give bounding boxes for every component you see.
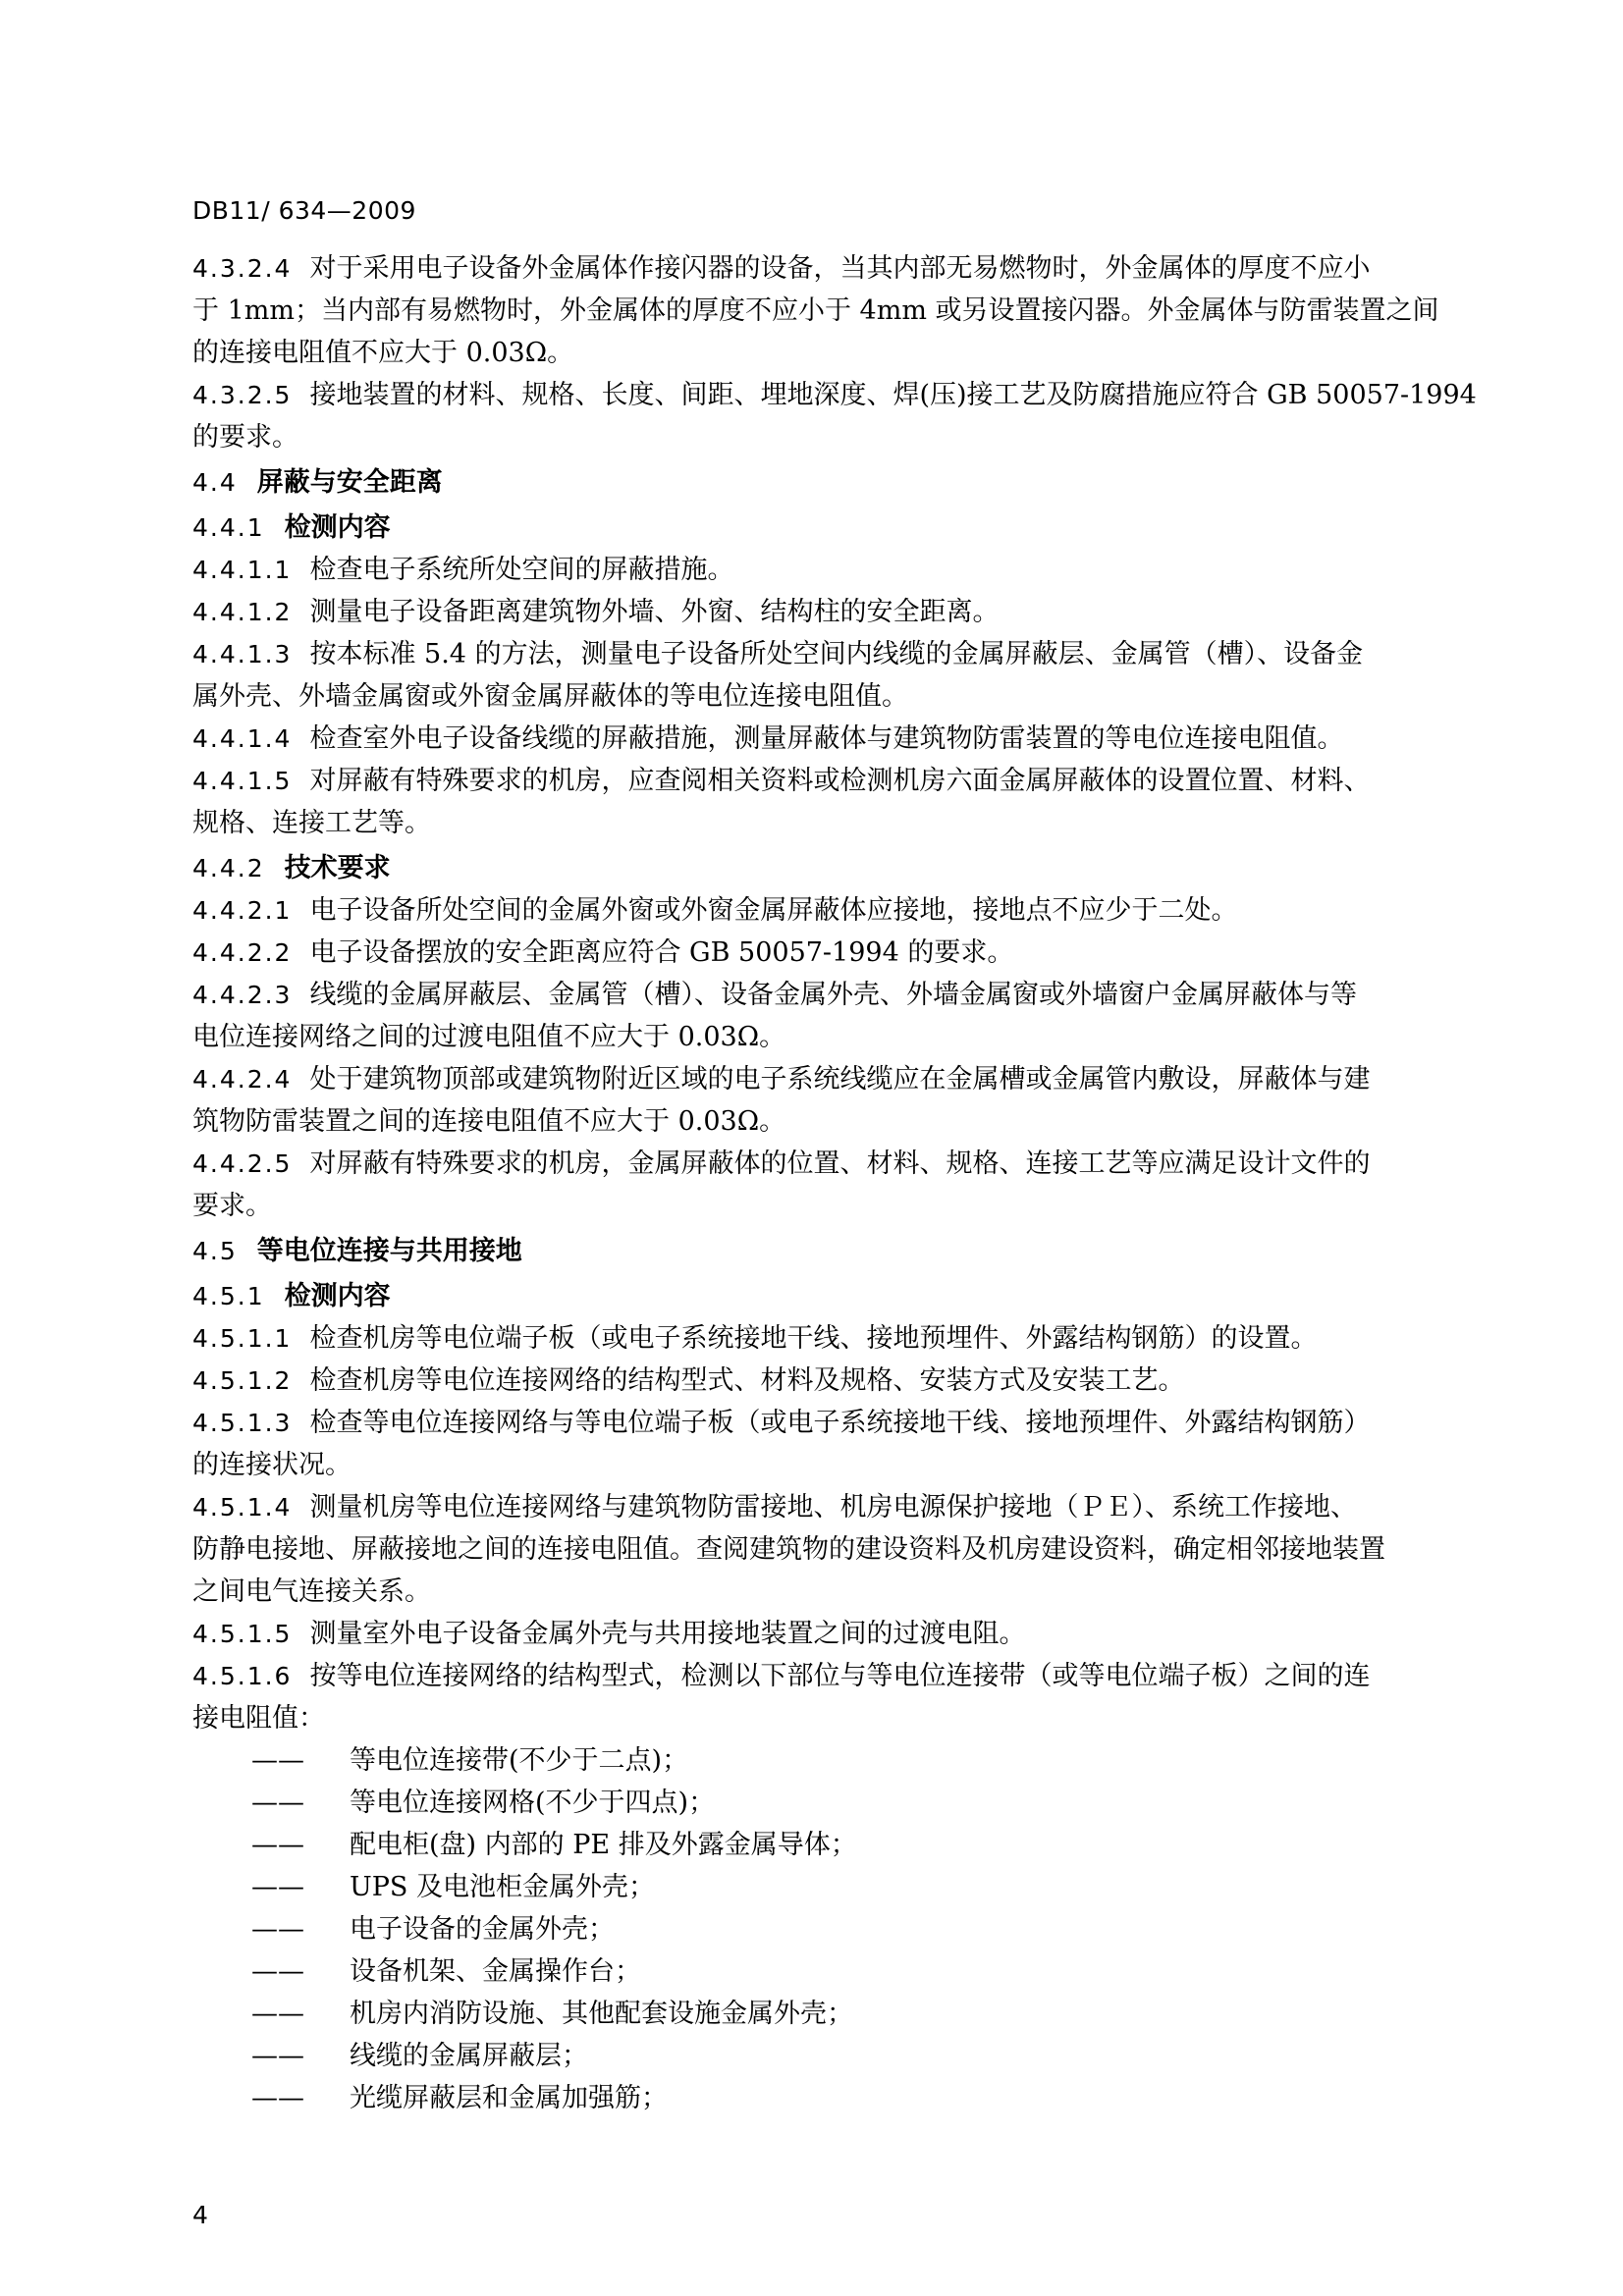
clause-number: 4.4.2.5 <box>192 1149 293 1178</box>
list-item <box>192 1993 1481 2035</box>
text-line <box>192 633 1481 675</box>
clause-number: 4.4.2.4 <box>192 1065 293 1094</box>
text-line <box>192 1185 1481 1227</box>
section-heading <box>192 1230 1481 1272</box>
list-item-text: 线缆的金属屏蔽层； <box>350 2041 588 2071</box>
clause-paragraph <box>192 374 1481 458</box>
text-line <box>192 932 1481 974</box>
clause-number: 4.4.2.3 <box>192 981 293 1009</box>
clause-number: 4.4.1.1 <box>192 556 293 584</box>
text-line <box>192 760 1481 802</box>
clause-number: 4.4.1.2 <box>192 598 293 626</box>
list-item-text: 机房内消防设施、其他配套设施金属外壳； <box>350 1999 853 2029</box>
clause-paragraph <box>192 760 1481 844</box>
clause-number: 4.5.1.6 <box>192 1662 293 1690</box>
text-line <box>192 549 1481 591</box>
list-item-text: 等电位连接带(不少于二点)； <box>350 1745 689 1776</box>
clause-text: 测量电子设备距离建筑物外墙、外窗、结构柱的安全距离。 <box>309 597 1000 627</box>
clause-paragraph <box>192 1058 1481 1143</box>
text-line <box>192 675 1481 718</box>
section-title: 等电位连接与共用接地 <box>256 1236 522 1266</box>
clause-text: 检查等电位连接网络与等电位端子板（或电子系统接地干线、接地预埋件、外露结构钢筋） <box>309 1408 1371 1438</box>
list-item <box>192 2035 1481 2077</box>
clause-number: 4.4.2.1 <box>192 896 293 925</box>
list-dash: —— <box>251 1999 304 2029</box>
section-title: 检测内容 <box>284 512 391 543</box>
clause-text: 处于建筑物顶部或建筑物附近区域的电子系统线缆应在金属槽或金属管内敷设，屏蔽体与建 <box>309 1064 1371 1095</box>
section-number: 4.5 <box>192 1237 238 1265</box>
text-line <box>192 1528 1481 1571</box>
clause-text: 检查机房等电位端子板（或电子系统接地干线、接地预埋件、外露结构钢筋）的设置。 <box>309 1323 1318 1354</box>
list-dash: —— <box>251 1956 304 1987</box>
text-line <box>192 1143 1481 1185</box>
clause-text: 属外壳、外墙金属窗或外窗金属屏蔽体的等电位连接电阻值。 <box>192 681 908 712</box>
clause-text: 测量室外电子设备金属外壳与共用接地装置之间的过渡电阻。 <box>309 1619 1026 1649</box>
clause-paragraph <box>192 591 1481 633</box>
text-line <box>192 247 1481 290</box>
list-dash: —— <box>251 1745 304 1776</box>
text-line <box>192 1486 1481 1528</box>
text-line <box>192 290 1481 332</box>
clause-text: 按本标准 5.4 的方法，测量电子设备所处空间内线缆的金属屏蔽层、金属管（槽）、设备金 <box>309 639 1364 669</box>
section-title: 检测内容 <box>284 1281 391 1311</box>
list-item <box>192 1866 1481 1908</box>
clause-text: 接地装置的材料、规格、长度、间距、埋地深度、焊(压)接工艺及防腐措施应符合 GB 50057-1994 <box>309 380 1477 410</box>
clause-number: 4.4.1.4 <box>192 724 293 753</box>
list-item <box>192 1824 1481 1866</box>
section-heading <box>192 461 1481 504</box>
text-line <box>192 1360 1481 1402</box>
clause-number: 4.4.1.5 <box>192 767 293 795</box>
clause-text: 对屏蔽有特殊要求的机房，金属屏蔽体的位置、材料、规格、连接工艺等应满足设计文件的 <box>309 1148 1371 1179</box>
clause-paragraph <box>192 1486 1481 1613</box>
text-line <box>192 1613 1481 1655</box>
text-line <box>192 1444 1481 1486</box>
text-line <box>192 591 1481 633</box>
clause-text: 电位连接网络之间的过渡电阻值不应大于 0.03Ω。 <box>192 1022 786 1052</box>
clause-text: 防静电接地、屏蔽接地之间的连接电阻值。查阅建筑物的建设资料及机房建设资料，确定相邻接地装置 <box>192 1534 1385 1565</box>
clause-text: 对于采用电子设备外金属体作接闪器的设备，当其内部无易燃物时，外金属体的厚度不应小 <box>309 253 1371 284</box>
clause-text: 对屏蔽有特殊要求的机房，应查阅相关资料或检测机房六面金属屏蔽体的设置位置、材料、 <box>309 766 1371 796</box>
clause-text: 的要求。 <box>192 422 298 453</box>
clause-text: 检查室外电子设备线缆的屏蔽措施，测量屏蔽体与建筑物防雷装置的等电位连接电阻值。 <box>309 723 1344 754</box>
list-item-text: 设备机架、金属操作台； <box>350 1956 641 1987</box>
clause-paragraph <box>192 633 1481 718</box>
section-heading <box>192 847 1481 889</box>
clause-text: 检查电子系统所处空间的屏蔽措施。 <box>309 555 734 585</box>
clause-paragraph <box>192 247 1481 374</box>
clause-text: 按等电位连接网络的结构型式，检测以下部位与等电位连接带（或等电位端子板）之间的连 <box>309 1661 1371 1691</box>
section-number: 4.4.2 <box>192 854 265 882</box>
clause-paragraph <box>192 1143 1481 1227</box>
text-line <box>192 416 1481 458</box>
list-dash: —— <box>251 1872 304 1902</box>
list-item-text: 电子设备的金属外壳； <box>350 1914 615 1945</box>
list-dash: —— <box>251 2083 304 2113</box>
clause-text: 线缆的金属屏蔽层、金属管（槽）、设备金属外壳、外墙金属窗或外墙窗户金属屏蔽体与等 <box>309 980 1357 1010</box>
text-line <box>192 802 1481 844</box>
text-line <box>192 889 1481 932</box>
list-dash: —— <box>251 1914 304 1945</box>
clause-text: 要求。 <box>192 1191 272 1221</box>
clause-paragraph <box>192 1317 1481 1360</box>
clause-text: 检查机房等电位连接网络的结构型式、材料及规格、安装方式及安装工艺。 <box>309 1365 1185 1396</box>
text-line <box>192 974 1481 1016</box>
text-line <box>192 1317 1481 1360</box>
clause-text: 测量机房等电位连接网络与建筑物防雷接地、机房电源保护接地（ＰＥ）、系统工作接地、 <box>309 1492 1357 1522</box>
list-item-text: 配电柜(盘) 内部的 PE 排及外露金属导体； <box>350 1830 857 1860</box>
clause-number: 4.4.2.2 <box>192 938 293 967</box>
text-line <box>192 1697 1481 1739</box>
section-number: 4.4 <box>192 468 238 497</box>
text-line <box>192 332 1481 374</box>
clause-number: 4.3.2.4 <box>192 254 293 283</box>
list-item-text: 光缆屏蔽层和金属加强筋； <box>350 2083 668 2113</box>
clause-text: 的连接状况。 <box>192 1450 352 1480</box>
text-line <box>192 1058 1481 1100</box>
clause-paragraph <box>192 932 1481 974</box>
clause-number: 4.5.1.2 <box>192 1366 293 1395</box>
list-item <box>192 1908 1481 1950</box>
clause-paragraph <box>192 549 1481 591</box>
list-dash: —— <box>251 1788 304 1818</box>
clause-text: 接电阻值： <box>192 1703 325 1734</box>
clause-paragraph <box>192 718 1481 760</box>
section-number: 4.4.1 <box>192 513 265 542</box>
section-title: 技术要求 <box>284 853 391 883</box>
clause-paragraph <box>192 1613 1481 1655</box>
clause-text: 规格、连接工艺等。 <box>192 808 431 838</box>
text-line <box>192 1571 1481 1613</box>
clause-number: 4.5.1.5 <box>192 1620 293 1648</box>
clause-paragraph <box>192 974 1481 1058</box>
clause-number: 4.5.1.3 <box>192 1409 293 1437</box>
list-item-text: 等电位连接网格(不少于四点)； <box>350 1788 716 1818</box>
text-line <box>192 1100 1481 1143</box>
list-dash: —— <box>251 2041 304 2071</box>
clause-paragraph <box>192 889 1481 932</box>
text-line <box>192 1016 1481 1058</box>
list-item <box>192 1782 1481 1824</box>
section-number: 4.5.1 <box>192 1282 265 1310</box>
clause-paragraph <box>192 1360 1481 1402</box>
document-body <box>192 247 1481 2119</box>
list-dash: —— <box>251 1830 304 1860</box>
clause-paragraph <box>192 1402 1481 1486</box>
list-item-text: UPS 及电池柜金属外壳； <box>350 1872 656 1902</box>
list-item <box>192 2077 1481 2119</box>
clause-number: 4.5.1.1 <box>192 1324 293 1353</box>
section-title: 屏蔽与安全距离 <box>256 467 443 498</box>
clause-number: 4.4.1.3 <box>192 640 293 668</box>
clause-number: 4.5.1.4 <box>192 1493 293 1522</box>
text-line <box>192 718 1481 760</box>
clause-paragraph <box>192 1655 1481 1739</box>
clause-text: 电子设备所处空间的金属外窗或外窗金属屏蔽体应接地，接地点不应少于二处。 <box>309 895 1238 926</box>
clause-text: 之间电气连接关系。 <box>192 1576 431 1607</box>
text-line <box>192 1402 1481 1444</box>
standard-code-header: DB11/ 634—2009 <box>192 196 416 225</box>
text-line <box>192 374 1481 416</box>
clause-text: 筑物防雷装置之间的连接电阻值不应大于 0.03Ω。 <box>192 1106 786 1137</box>
section-heading <box>192 1275 1481 1317</box>
list-item <box>192 1739 1481 1782</box>
clause-text: 于 1mm；当内部有易燃物时，外金属体的厚度不应小于 4mm 或另设置接闪器。外金属体与防雷装置之间 <box>192 295 1439 326</box>
list-item <box>192 1950 1481 1993</box>
clause-number: 4.3.2.5 <box>192 381 293 409</box>
clause-text: 的连接电阻值不应大于 0.03Ω。 <box>192 338 574 368</box>
text-line <box>192 1655 1481 1697</box>
page-number: 4 <box>192 2201 208 2229</box>
section-heading <box>192 507 1481 549</box>
clause-text: 电子设备摆放的安全距离应符合 GB 50057-1994 的要求。 <box>309 937 1014 968</box>
